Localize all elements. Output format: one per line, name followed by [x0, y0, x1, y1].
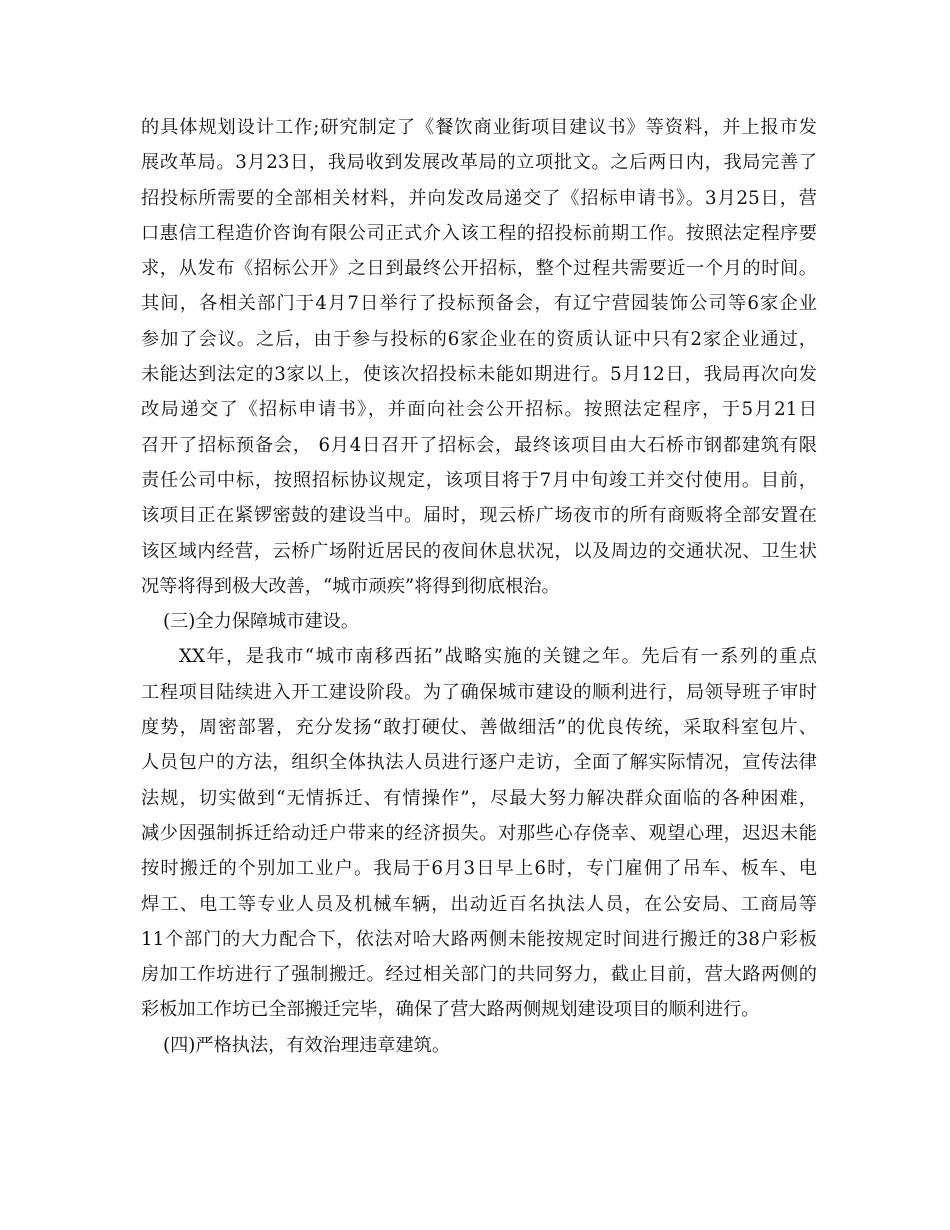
paragraph-city-construction	[141, 639, 817, 1027]
text-line: 参加了会议。之后，由于参与投标的6家企业在的资质认证中只有2家企业通过，	[141, 328, 817, 350]
text-line: 工程项目陆续进入开工建设阶段。为了确保城市建设的顺利进行，局领导班子审时	[141, 681, 817, 703]
document-body	[141, 110, 817, 1063]
section-heading-4: (四)严格执法，有效治理违章建筑。	[163, 1034, 451, 1056]
text-line: 11个部门的大力配合下，依法对哈大路两侧未能按规定时间进行搬迁的38户彩板	[141, 928, 817, 950]
section-heading-3: (三)全力保障城市建设。	[163, 611, 360, 633]
text-line: 口惠信工程造价咨询有限公司正式介入该工程的招投标前期工作。按照法定程序要	[141, 222, 817, 244]
text-line: 其间，各相关部门于4月7日举行了投标预备会，有辽宁营园装饰公司等6家企业	[141, 293, 817, 315]
text-line: 按时搬迁的个别加工业户。我局于6月3日早上6时，专门雇佣了吊车、板车、电	[141, 858, 817, 880]
text-line: 改局递交了《招标申请书》，并面向社会公开招标。按照法定程序，于5月21日	[141, 399, 817, 421]
text-line: 法规，切实做到“无情拆迁、有情操作”，尽最大努力解决群众面临的各种困难，	[141, 787, 817, 809]
text-line: 的具体规划设计工作;研究制定了《餐饮商业街项目建议书》等资料，并上报市发	[141, 117, 817, 138]
text-line: 彩板加工作坊已全部搬迁完毕，确保了营大路两侧规划建设项目的顺利进行。	[141, 999, 760, 1021]
text-line: 召开了招标预备会， 6月4日召开了招标会，最终该项目由大石桥市钢都建筑有限	[141, 434, 817, 456]
text-line: 焊工、电工等专业人员及机械车辆，出动近百名执法人员，在公安局、工商局等	[141, 893, 817, 915]
text-line: 房加工作坊进行了强制搬迁。经过相关部门的共同努力，截止目前，营大路两侧的	[141, 964, 817, 986]
text-line: 该项目正在紧锣密鼓的建设当中。届时，现云桥广场夜市的所有商贩将全部安置在	[141, 505, 817, 527]
text-line: 度势，周密部署，充分发扬“敢打硬仗、善做细活”的优良传统，采取科室包片、	[141, 717, 817, 739]
text-line: 减少因强制拆迁给动迁户带来的经济损失。对那些心存侥幸、观望心理，迟迟未能	[141, 822, 817, 844]
text-line: 人员包户的方法，组织全体执法人员进行逐户走访，全面了解实际情况，宣传法律	[141, 752, 817, 774]
text-line: 况等将得到极大改善，“城市顽疾”将得到彻底根治。	[141, 575, 560, 597]
text-line: XX年，是我市“城市南移西拓”战略实施的关键之年。先后有一系列的重点	[179, 646, 817, 668]
text-line: 责任公司中标，按照招标协议规定，该项目将于7月中旬竣工并交付使用。目前，	[141, 469, 817, 491]
paragraph-night-market-project	[141, 110, 817, 604]
text-line: 招投标所需要的全部相关材料，并向发改局递交了《招标申请书》。3月25日，营	[141, 187, 817, 209]
text-line: 未能达到法定的3家以上，使该次招投标未能如期进行。5月12日，我局再次向发	[141, 364, 817, 386]
text-line: 展改革局。3月23日，我局收到发展改革局的立项批文。之后两日内，我局完善了	[141, 152, 817, 174]
text-line: 求，从发布《招标公开》之日到最终公开招标，整个过程共需要近一个月的时间。	[141, 258, 817, 280]
text-line: 该区域内经营，云桥广场附近居民的夜间休息状况，以及周边的交通状况、卫生状	[141, 540, 817, 562]
